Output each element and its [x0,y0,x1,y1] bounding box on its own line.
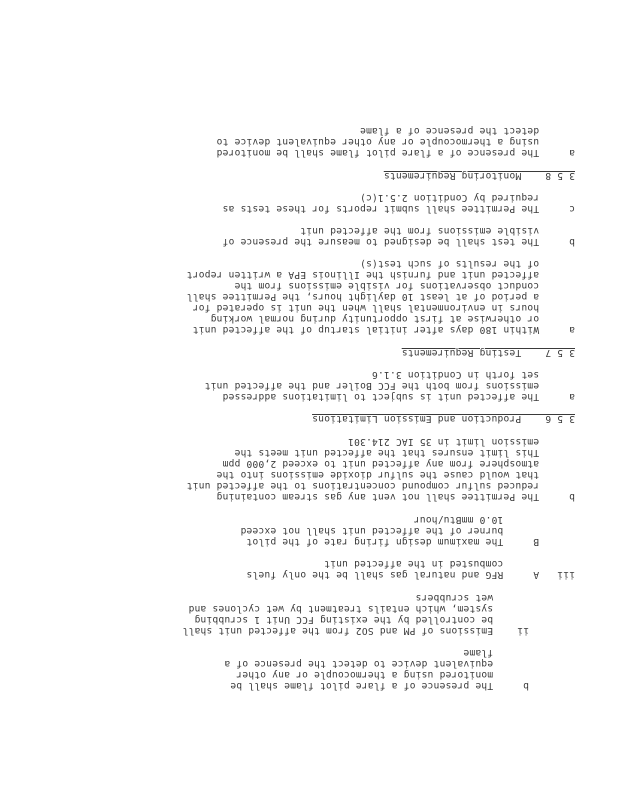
section-heading: 3 5 7 Testing Requirements [401,347,575,358]
text-line: b The test shall be designed to measure the presence of [222,236,575,247]
text-line: atmosphere from any affected unit to exceed 2,000 ppm [222,458,575,469]
text-line: be controlled by the existing FCC Unit 1 scrubbing [194,614,529,625]
text-line: wet scrubbers [415,592,529,603]
text-line: of the results of such test(s) [359,258,575,269]
text-line: hours in environmental shall when the unit is operated for [192,302,575,313]
text-line: ii Emissions of PM and SO2 from the affected unit shall [182,625,529,636]
text-line: a period of at least 10 daylight hours, the Permittee shall [186,291,575,302]
text-line: reduced sulfur compound concentrations to the affected unit [186,480,575,491]
section-heading: 3 5 8 Monitoring Requirements [383,170,575,181]
section-heading: 3 5 6 Production and Emission Limitations [312,413,575,424]
text-line: c The Permittee shall submit reports for these tests as [222,203,575,214]
text-line: This limit ensures that the affected unit meets the [234,447,575,458]
text-line: emissions from both the FCC Boiler and the affected unit [204,380,575,391]
text-line: conduct observations for visible emissions from the [234,280,575,291]
text-line: 10.0 mmBtu/hour [413,514,575,525]
text-line: flame [463,647,529,658]
text-line: a The affected unit is subject to limitations addressed [222,391,575,402]
text-line: system, which entails treatment by wet cyclones and [188,603,529,614]
text-line: B The maximum design firing rate of the pilot [246,536,575,547]
text-line: visible emissions from the affected unit [300,225,575,236]
text-line: emission limit in 35 IAC 214.301 [347,436,575,447]
text-line: combusted in the affected unit [324,558,575,569]
text-line: equivalent device to detect the presence of a [224,658,529,669]
text-line: that would cause the sulfur dioxide emissions into the [216,469,575,480]
text-line: a The presence of a flare pilot flame shall be monitored [216,147,575,158]
text-line: a Within 180 days after initial startup of the affected unit [192,324,575,335]
text-line: burner of the affected unit shall not exceed [240,525,575,536]
text-line: b The Permittee shall not vent any gas stream containing [216,491,575,502]
text-line: monitored using a thermocouple or any other [236,669,529,680]
text-line: set forth in Condition 3.1.6 [371,369,575,380]
text-line: or otherwise at first opportunity during normal working [210,313,575,324]
text-line: affected unit and furnish the Illinois EPA a written report [186,269,575,280]
text-line: detect the presence of a flame [359,125,575,136]
text-line: iii A RFG and natural gas shall be the only fuels [246,569,575,580]
text-line: b The presence of a flare pilot flame shall be [230,680,529,691]
text-line: using a thermocouple or any other equivalent device to [216,136,575,147]
text-line: required by Condition 2.5.1(c) [359,192,575,203]
